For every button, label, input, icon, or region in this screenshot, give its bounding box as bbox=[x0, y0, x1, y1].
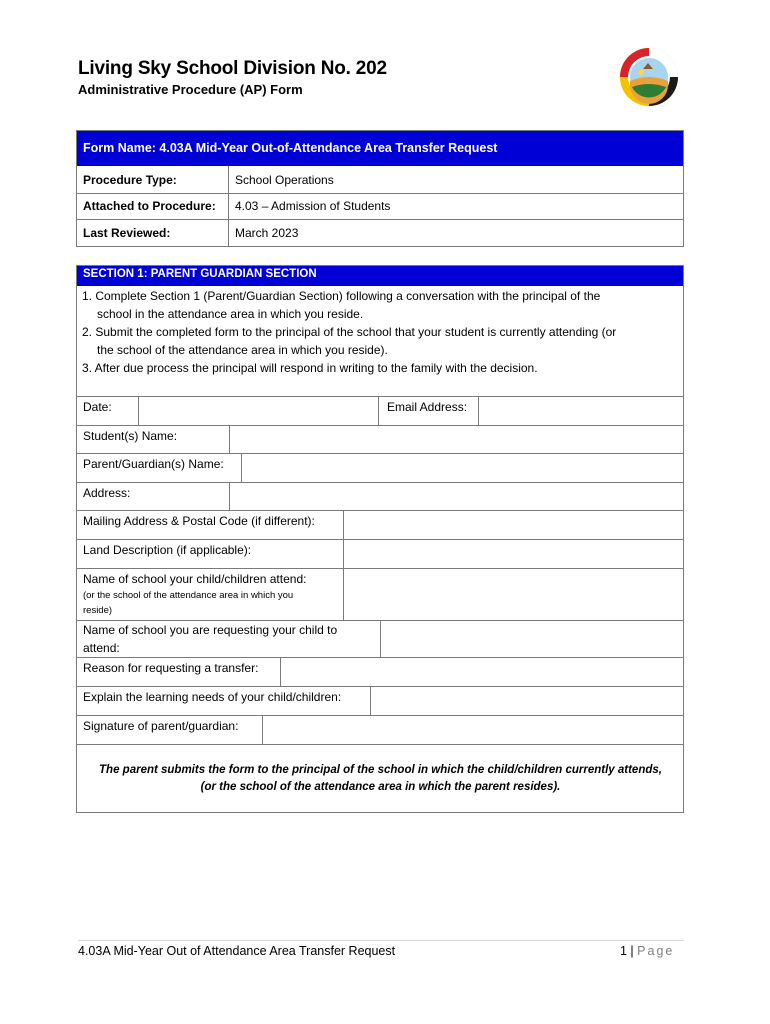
current-school-label: Name of school your child/children attend: bbox=[83, 572, 307, 586]
page-word: Page bbox=[637, 944, 675, 958]
reason-label: Reason for requesting a transfer: bbox=[83, 661, 259, 675]
footer-page bbox=[620, 944, 674, 958]
form-name-text: Form Name: 4.03A Mid-Year Out-of-Attendance Area Transfer Request bbox=[83, 141, 498, 155]
date-label: Date: bbox=[83, 400, 112, 414]
instruction-1a: 1. Complete Section 1 (Parent/Guardian Section) following a conversation with the principal of the bbox=[82, 289, 601, 303]
last-reviewed-label: Last Reviewed: bbox=[83, 226, 171, 240]
signature-input[interactable] bbox=[263, 716, 683, 744]
page-title: Living Sky School Division No. 202 bbox=[78, 58, 387, 79]
address-input[interactable] bbox=[230, 483, 683, 510]
current-school-note-2: reside) bbox=[83, 605, 113, 616]
footer-divider bbox=[78, 940, 684, 941]
instruction-3: 3. After due process the principal will respond in writing to the family with the decision. bbox=[82, 361, 538, 375]
procedure-type-value: School Operations bbox=[235, 173, 334, 187]
last-reviewed-value: March 2023 bbox=[235, 226, 299, 240]
page-separator: | bbox=[626, 944, 638, 958]
school-division-logo bbox=[619, 47, 679, 107]
address-label: Address: bbox=[83, 486, 131, 500]
submission-note-1: The parent submits the form to the principal of the school in which the child/children currently attends, bbox=[99, 764, 662, 776]
current-school-input[interactable] bbox=[344, 569, 683, 620]
instruction-2a: 2. Submit the completed form to the principal of the school that your student is currently attending (or bbox=[82, 325, 617, 339]
parents-input[interactable] bbox=[242, 454, 683, 482]
attached-procedure-value: 4.03 – Admission of Students bbox=[235, 199, 391, 213]
land-label: Land Description (if applicable): bbox=[83, 543, 252, 557]
submission-note-2: (or the school of the attendance area in which the parent resides). bbox=[200, 781, 561, 793]
learning-needs-label: Explain the learning needs of your child/children: bbox=[83, 690, 342, 704]
page-subtitle: Administrative Procedure (AP) Form bbox=[78, 82, 303, 97]
land-input[interactable] bbox=[344, 540, 683, 568]
footer-doc-name: 4.03A Mid-Year Out of Attendance Area Transfer Request bbox=[78, 944, 396, 958]
date-input[interactable] bbox=[139, 397, 377, 425]
parents-label: Parent/Guardian(s) Name: bbox=[83, 457, 224, 471]
instruction-1b: school in the attendance area in which you reside. bbox=[97, 307, 364, 321]
reason-input[interactable] bbox=[281, 658, 683, 686]
requested-school-input[interactable] bbox=[381, 621, 683, 657]
email-label: Email Address: bbox=[387, 400, 468, 414]
mailing-input[interactable] bbox=[344, 511, 683, 539]
students-label: Student(s) Name: bbox=[83, 429, 178, 443]
procedure-type-label: Procedure Type: bbox=[83, 173, 177, 187]
requested-school-label-1: Name of school you are requesting your child to bbox=[83, 623, 338, 637]
requested-school-label-2: attend: bbox=[83, 641, 120, 655]
form-name-banner bbox=[77, 131, 683, 166]
current-school-note-1: (or the school of the attendance area in which you bbox=[83, 590, 294, 601]
students-input[interactable] bbox=[230, 426, 683, 453]
mailing-label: Mailing Address & Postal Code (if different): bbox=[83, 514, 315, 528]
section-1-heading: SECTION 1: PARENT GUARDIAN SECTION bbox=[83, 268, 317, 280]
signature-label: Signature of parent/guardian: bbox=[83, 719, 239, 733]
page-number: 1 bbox=[620, 944, 627, 958]
section-1-header bbox=[77, 266, 683, 286]
email-input[interactable] bbox=[479, 397, 683, 425]
learning-needs-input[interactable] bbox=[371, 687, 683, 715]
instruction-2b: the school of the attendance area in which you reside). bbox=[97, 343, 388, 357]
attached-procedure-label: Attached to Procedure: bbox=[83, 199, 216, 213]
